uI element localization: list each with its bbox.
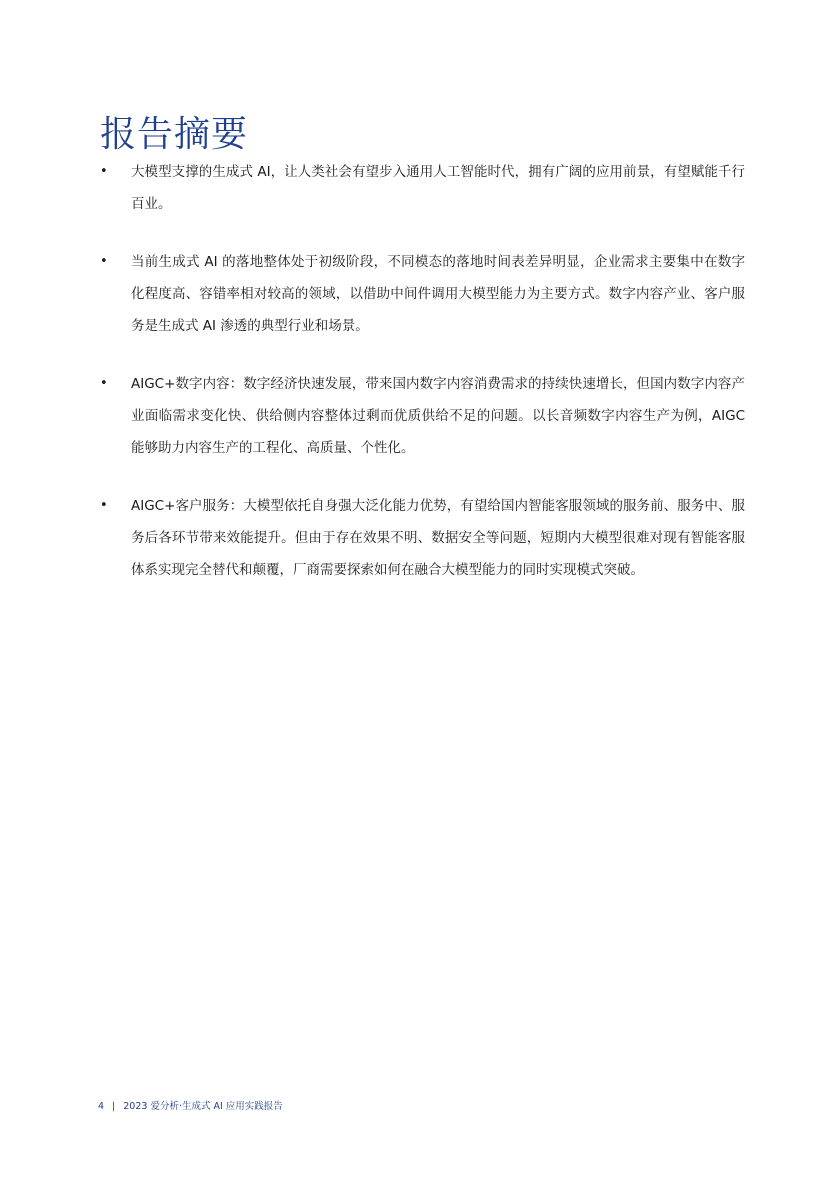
summary-bullet-text: AIGC+数字内容：数字经济快速发展，带来国内数字内容消费需求的持续快速增长，但国内数字内容产业面临需求变化快、供给侧内容整体过剩而优质供给不足的问题。以长音频数字内容生产为例，AIGC 能够助力内容生产的工程化、高质量、个性化。 xyxy=(131,376,745,456)
summary-bullet-4 xyxy=(100,490,745,586)
summary-bullet-text: AIGC+客户服务：大模型依托自身强大泛化能力优势，有望给国内智能客服领域的服务前、服务中、服务后各环节带来效能提升。但由于存在效果不明、数据安全等问题，短期内大模型很难对现有智能客服体系实现完全替代和颠覆，厂商需要探索如何在融合大模型能力的同时实现模式突破。 xyxy=(131,498,745,578)
bullet-dot-icon: • xyxy=(100,498,108,513)
page-title: 报告摘要 xyxy=(100,114,249,155)
summary-bullet-text: 当前生成式 AI 的落地整体处于初级阶段，不同模态的落地时间表差异明显，企业需求主要集中在数字化程度高、容错率相对较高的领域，以借助中间件调用大模型能力为主要方式。数字内容产业、客户服务是生成式 AI 渗透的典型行业和场景。 xyxy=(131,254,745,334)
bullet-dot-icon: • xyxy=(100,254,108,269)
page-number: 4 xyxy=(98,1101,105,1112)
summary-bullet-list xyxy=(100,156,745,612)
summary-bullet-1 xyxy=(100,156,745,220)
summary-bullet-2 xyxy=(100,246,745,342)
summary-bullet-3 xyxy=(100,368,745,464)
bullet-dot-icon: • xyxy=(100,164,108,179)
summary-bullet-text: 大模型支撑的生成式 AI，让人类社会有望步入通用人工智能时代，拥有广阔的应用前景，有望赋能千行百业。 xyxy=(131,164,745,212)
bullet-dot-icon: • xyxy=(100,376,108,391)
page-footer xyxy=(98,1098,283,1112)
footer-separator: | xyxy=(112,1101,116,1112)
footer-report-title: 2023 爱分析·生成式 AI 应用实践报告 xyxy=(123,1101,283,1112)
